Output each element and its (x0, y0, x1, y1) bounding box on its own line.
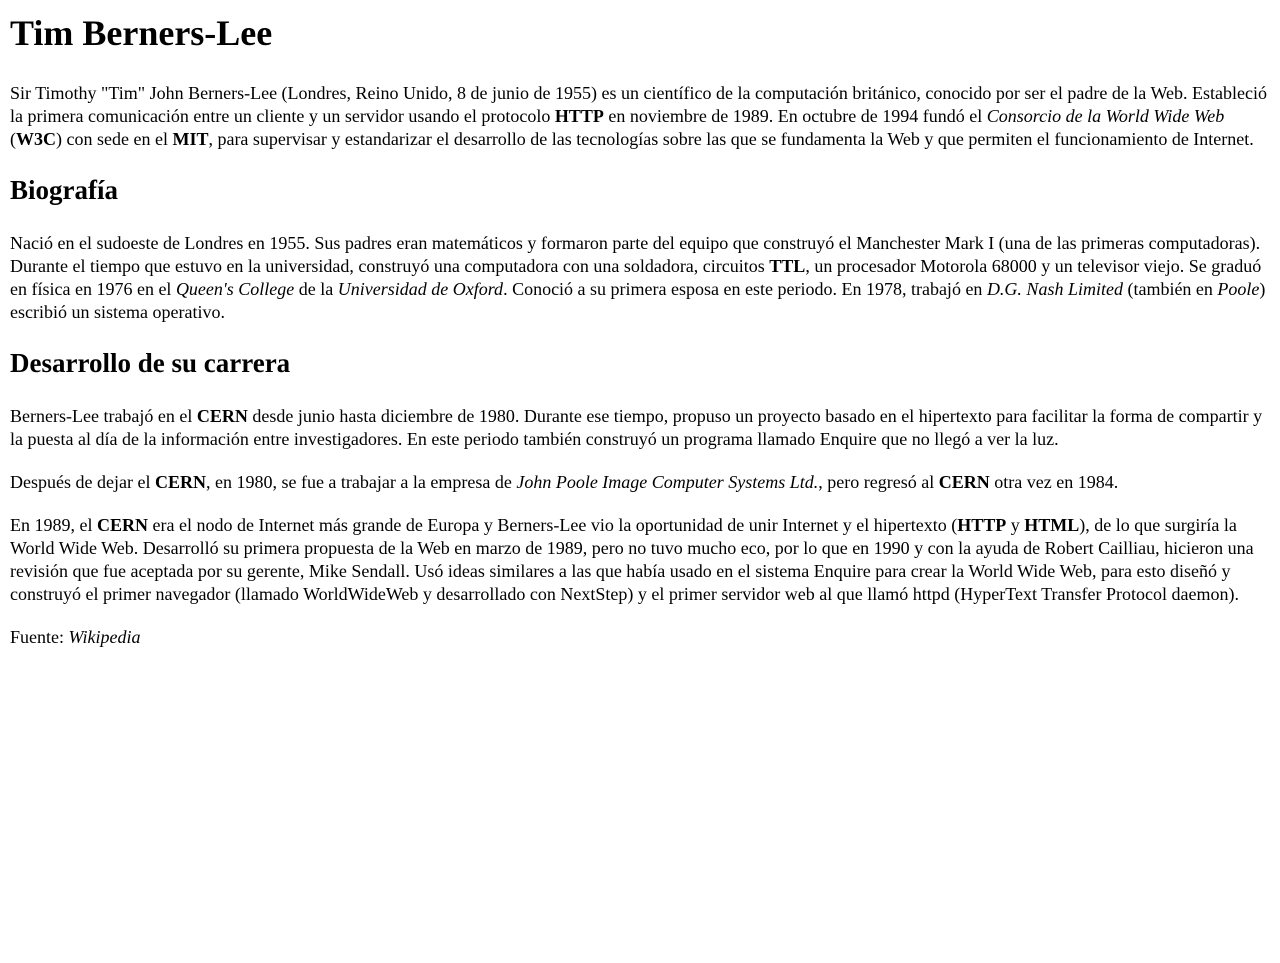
bio-poole: Poole (1217, 279, 1260, 299)
career-p2-cern-term-1: CERN (154, 472, 206, 492)
career-paragraph-2 (10, 471, 1270, 494)
source-line (10, 626, 1270, 649)
bio-text-1: Nació en el sudoeste de Londres en 1955. Sus padres eran matemáticos y formaron parte del equipo que construyó el Manchester Mark I (una de las primeras computadoras). Durante el tiempo que estuvo en la universidad, construyó una computadora con una soldadora, circuitos (10, 233, 1261, 276)
intro-paragraph (10, 82, 1270, 151)
career-p3-text-1: En 1989, el (10, 515, 97, 535)
biography-paragraph (10, 232, 1270, 324)
bio-queens-college: Queen's College (175, 279, 295, 299)
bio-nash-limited: D.G. Nash Limited (986, 279, 1123, 299)
career-p3-text-3: y (1006, 515, 1025, 535)
career-p1-text-1: Berners-Lee trabajó en el (10, 406, 197, 426)
career-p3-html-term: HTML (1024, 515, 1080, 535)
bio-oxford-university: Universidad de Oxford (337, 279, 504, 299)
career-heading: Desarrollo de su carrera (10, 348, 291, 378)
document-page (0, 13, 1280, 649)
intro-text-2: en noviembre de 1989. En octubre de 1994 fundó el (603, 106, 987, 126)
source-name: Wikipedia (68, 627, 141, 647)
intro-text-1: Sir Timothy "Tim" John Berners-Lee (Londres, Reino Unido, 8 de junio de 1955) es un científico de la computación británico, conocido por ser el padre de la Web. Estableció la primera comunicación entre un cliente y un servidor usando el protocolo (10, 83, 1267, 126)
career-p3-http-term: HTTP (957, 515, 1007, 535)
career-p2-text-3: , pero regresó al (818, 472, 939, 492)
intro-consortium-name: Consorcio de la World Wide Web (986, 106, 1225, 126)
intro-w3c-term: W3C (16, 129, 56, 149)
career-p2-text-2: , en 1980, se fue a trabajar a la empresa de (205, 472, 517, 492)
career-p3-cern-term: CERN (97, 515, 149, 535)
career-paragraph-1 (10, 405, 1270, 451)
bio-text-5: (también en (1122, 279, 1218, 299)
bio-ttl-term: TTL (769, 256, 806, 276)
intro-text-4: ) con sede en el (56, 129, 173, 149)
bio-text-6: ) escribió un sistema operativo. (10, 279, 1266, 322)
intro-text-5: , para supervisar y estandarizar el desarrollo de las tecnologías sobre las que se fundamenta la Web y que permiten el funcionamiento de Internet. (208, 129, 1254, 149)
career-p1-cern-term: CERN (196, 406, 248, 426)
bio-text-2: , un procesador Motorola 68000 y un televisor viejo. Se graduó en física en 1976 en el (10, 256, 1262, 299)
bio-text-3: de la (294, 279, 338, 299)
career-p3-text-4: ), de lo que surgiría la World Wide Web. Desarrolló su primera propuesta de la Web en marzo de 1989, pero no tuvo mucho eco, por lo que en 1990 y con la ayuda de Robert Cailliau, hicieron una revisión que fue aceptada por su gerente, Mike Sendall. Usó ideas similares a las que había usado en el sistema Enquire para crear la World Wide Web, para esto diseñó y construyó el primer navegador (llamado WorldWideWeb y desarrollado con NextStep) y el primer servidor web al que llamó httpd (HyperText Transfer Protocol daemon). (10, 515, 1254, 604)
intro-mit-term: MIT (172, 129, 209, 149)
career-p1-text-2: desde junio hasta diciembre de 1980. Durante ese tiempo, propuso un proyecto basado en el hipertexto para facilitar la forma de compartir y la puesta al día de la información entre investigadores. En este periodo también construyó un programa llamado Enquire que no llegó a ver la luz. (10, 406, 1263, 449)
career-paragraph-3 (10, 514, 1270, 606)
career-p2-company-name: John Poole Image Computer Systems Ltd. (516, 472, 819, 492)
source-label: Fuente: (10, 627, 69, 647)
career-p2-cern-term-2: CERN (938, 472, 990, 492)
career-p2-text-1: Después de dejar el (10, 472, 155, 492)
page-title: Tim Berners-Lee (10, 13, 273, 53)
bio-text-4: . Conoció a su primera esposa en este periodo. En 1978, trabajó en (503, 279, 987, 299)
intro-text-3: ( (10, 129, 16, 149)
biography-heading: Biografía (10, 175, 118, 205)
intro-http-term: HTTP (554, 106, 604, 126)
career-p3-text-2: era el nodo de Internet más grande de Europa y Berners-Lee vio la oportunidad de unir Internet y el hipertexto ( (148, 515, 958, 535)
career-p2-text-4: otra vez en 1984. (989, 472, 1119, 492)
